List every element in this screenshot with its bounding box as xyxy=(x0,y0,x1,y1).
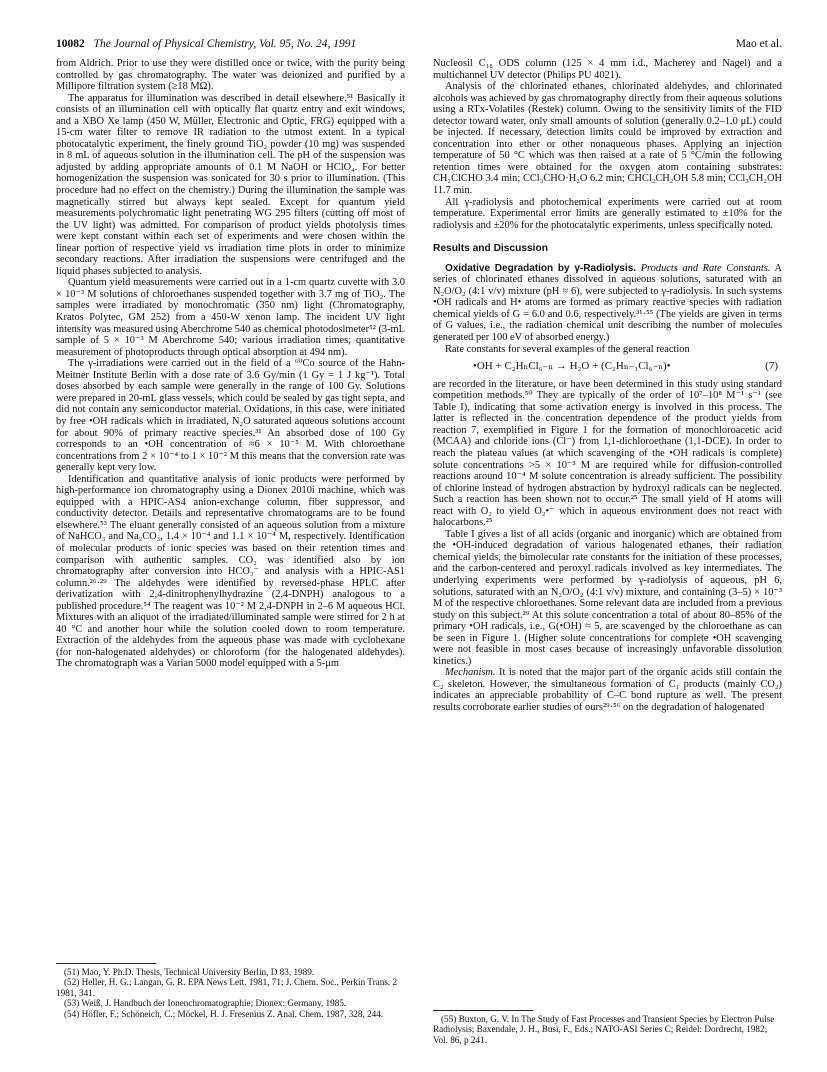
left-column xyxy=(56,58,405,670)
paragraph: The apparatus for illumination was described in detail elsewhere.⁵¹ Basically it consists of an illumination cell with optically flat quartz entry and exit windows, and a XBO Xe lamp (450 W, Müller, Electronic and Optic, FRG) equipped with a 15-cm water filter to remove IR radiation to the utmost extent. In a typical photocatalytic experiment, the finely ground TiO₂ powder (10 mg) was suspended in 8 mL of aqueous solution in the illumination cell. The pH of the suspension was adjusted by adding appropriate amounts of 0.1 M NaOH or HClO₄. For better homogenization the suspension was sonicated for 30 s prior to illumination. (This procedure had no effect on the chemistry.) During the illumination the sample was magnetically stirred but always kept sealed. Except for quantum yield measurements polychromatic light penetrating WG 295 filters (cutting off most of the UV light) was admitted. For comparison of product yields photolysis times were kept constant within each set of experiments and were chosen within the linear portion of respective yield vs irradiation time plots in order to minimize secondary reactions. After irradiation the suspensions were centrifuged and the liquid phases subjected to analysis. xyxy=(56,92,405,277)
paragraph-text: It is noted that the major part of the organic acids still contain the C₂ skeleton. However, the simultaneous formation of C₁ products (mainly CO₂) indicates an appreciable probability of C–C bond rupture as well. The present results corroborate earlier studies of ours²⁹·⁵⁶ on the degradation of halogenated xyxy=(433,667,782,713)
paragraph: Table I gives a list of all acids (organic and inorganic) which are obtained from the •OH-induced degradation of various halogenated ethanes, their radiation chemical yields, the bimolecular rate constants for the initiation of these processes, and the carbon-centered and peroxyl radicals involved as key intermediates. The underlying experiments were performed by γ-radiolysis of aqueous, pH 6, solutions, saturated with an N₂O/O₂ (4:1 v/v) mixture, and containing (3–5) × 10⁻³ M of the respective chloroethanes. Some relevant data are included from a previous study on this subject.²⁹ At this solute concentration a total of about 80–85% of the primary •OH radicals, i.e., G(•OH) ≈ 5, are scavenged by the chloroethane as can be seen in Figure 1. (Higher solute concentrations for complete •OH scavenging were not feasible in most cases because of increasingly unfavorable dissolution kinetics.) xyxy=(433,528,782,667)
footnote-rule xyxy=(56,963,156,964)
footnote: (54) Höfler, F.; Schöneich, C.; Möckel, H. J. Fresenius Z. Anal. Chem. 1987, 328, 244. xyxy=(64,1008,384,1019)
paragraph: from Aldrich. Prior to use they were distilled once or twice, with the purity being controlled by gas chromatography. The water was deionized and purified by a Millipore filtration system (≥18 MΩ). xyxy=(56,58,405,93)
footnote: (55) Buxton, G. V. In The Study of Fast Processes and Transient Species by Electron Pulse Radiolysis; Baxendale, J. H., Busi, F., Eds.; NATO-ASI Series C; Reidel: Dordrecht, 1982; Vol. 86, p 241. xyxy=(433,1014,775,1045)
paragraph: The γ-irradiations were carried out in the field of a ⁶⁰Co source of the Hahn-Meitner Institute Berlin with a dose rate of 3.6 Gy/min (1 Gy = 1 J kg⁻¹). Total doses absorbed by each sample were generally in the range of 100 Gy. Solutions were prepared in 20-mL glass vessels, which could be sealed by gas tight septa, and did not contain any semiconductor material. Oxidations, in this case, were initiated by free •OH radicals which in irradiated, N₂O saturated aqueous solutions account for about 90% of primary reactive species.³¹ An absorbed dose of 100 Gy corresponds to an •OH concentration of ≈6 × 10⁻⁵ M. With chloroethane concentrations from 2 × 10⁻⁴ to 1 × 10⁻² M this means that the conversion rate was generally kept very low. xyxy=(56,358,405,474)
paragraph: Identification and quantitative analysis of ionic products were performed by high-performance ion chromatography using a Dionex 2010i machine, which was equipped with a HPIC-AS4 anion-exchange column, fiber suppressor, and conductivity detector. Details and representative chromatograms are to be found elsewhere.⁵³ The eluant generally consisted of an aqueous solution from a mixture of NaHCO₃ and Na₂CO₃, 1.4 × 10⁻⁴ and 1.1 × 10⁻⁴ M, respectively. Identification of molecular products of ionic species was based on their retention times and comparison with authentic samples. CO₂ was identified also by ion chromatography after conversion into HCO₃⁻ and analysis with a HPIC-AS1 column.²⁶·²⁹ The aldehydes were identified by reversed-phase HPLC after derivatization with 2,4-dinitrophenylhydrazine (2,4-DNPH) analogous to a published procedure.⁵⁴ The reagent was 10⁻² M 2,4-DNPH in 2–6 M aqueous HCl. Mixtures with an aliquot of the irradiated/illuminated sample were stirred for 2 h at 40 °C and another hour while the solution cooled down to room temperature. Extraction of the aldehydes from the aqueous phase was made with cyclohexane (for non-halogenated aldehydes) or chloroform (for the halogenated aldehydes). The chromatograph was a Varian 5000 model equipped with a 5-μm xyxy=(56,473,405,670)
paragraph: All γ-radiolysis and photochemical experiments were carried out at room temperature. Experimental error limits are generally estimated to ±10% for the radiolysis and ±20% for the photocatalytic experiments, unless specifically noted. xyxy=(433,196,782,231)
paragraph: Nucleosil C₁₈ ODS column (125 × 4 mm i.d., Macherey and Nagel) and a multichannel UV detector (Philips PU 4021). xyxy=(433,58,782,81)
footnote: (53) Weiß, J. Handbuch der Ionenchromatographie; Dionex: Germany, 1985. xyxy=(64,998,347,1009)
footnote-rule xyxy=(433,1010,533,1011)
footnote: (52) Heller, H. G.; Langan, G. R. EPA News Lett. 1981, 71; J. Chem. Soc., Perkin Trans. 2 1981, 341. xyxy=(56,977,398,998)
paragraph: Rate constants for several examples of the general reaction xyxy=(445,343,690,355)
paragraph: Quantum yield measurements were carried out in a 1-cm quartz cuvette with 3.0 × 10⁻³ M solutions of chloroethanes suspended together with 3.7 mg of TiO₂. The samples were irradiated by monochromatic (350 nm) light (Chromatography, Kratos Polytec, GM 252) from a 450-W xenon lamp. The incident UV light intensity was measured using Aberchrome 540 as chemical photodosimeter⁵² (3-mL sample of 5 × 10⁻³ M Aberchrome 540; various irradiation times; quantitative measurement of photoproducts through optical absorption at 494 nm). xyxy=(56,277,405,358)
page-number: 10082 xyxy=(56,38,85,50)
section-heading: Results and Discussion xyxy=(433,243,548,255)
paragraph-text: A series of chlorinated ethanes dissolved in aqueous solutions, saturated with an N₂O/O₂ (4:1 v/v) mixture (pH ≈ 6), were subjected to γ-radiolysis. In such systems •OH radicals and H• atoms are formed as primary reactive species with radiation chemical yields of G = 6.0 and 0.6, respectively.³¹·⁵⁵ (The yields are given in terms of G values, i.e., the radiation chemical unit describing the number of molecules generated per 100 eV of absorbed energy.) xyxy=(433,262,782,344)
subsection-paragraph xyxy=(433,263,782,344)
paragraph: Analysis of the chlorinated ethanes, chlorinated aldehydes, and chlorinated alcohols was achieved by gas chromatography directly from their aqueous solutions using a RTx-Volatiles (Restek) column. Owing to the sensitivity limits of the FID detector toward water, only small amounts of solution (generally 0.2–1.0 μL) could be injected. If necessary, detection limits could be improved by extraction and concentration into ether or other nonaqueous phases. Applying an injection temperature of 50 °C which was then raised at a rate of 5 °C/min the following retention times were obtained for the oxygen atom containing substrates: CH₂ClCHO 3.4 min; CCl₃CHO·H₂O 6.2 min; CHCl₂CH₂OH 5.8 min; CCl₃CH₂OH 11.7 min. xyxy=(433,81,782,197)
left-footnotes xyxy=(56,963,405,1019)
subsection-heading: Oxidative Degradation by γ-Radiolysis. xyxy=(445,262,637,274)
journal-citation: The Journal of Physical Chemistry, Vol. 95, No. 24, 1991 xyxy=(93,38,357,50)
mechanism-paragraph xyxy=(433,667,782,713)
running-header xyxy=(56,38,782,54)
equation-body: •OH + C₂HₙCl₆₋ₙ → H₂O + (C₂Hₙ₋₁Cl₆₋ₙ)• xyxy=(473,360,671,373)
equation xyxy=(433,361,782,373)
equation-number: (7) xyxy=(765,360,778,373)
running-authors: Mao et al. xyxy=(735,38,782,50)
right-footnotes xyxy=(433,1010,782,1045)
subsection-subtitle: Products and Rate Constants. xyxy=(640,262,771,274)
mechanism-label: Mechanism. xyxy=(445,667,496,679)
right-column xyxy=(433,58,782,714)
paragraph: are recorded in the literature, or have been determined in this study using standard competition methods.⁵⁰ They are typically of the order of 10⁷–10⁸ M⁻¹ s⁻¹ (see Table I), indicating that some activation energy is involved in this process. The latter is reflected in the concentration dependence of the product yields from reaction 7, exemplified in Figure 1 for the formation of monochloroacetic acid (MCAA) and chloride ions (Cl⁻) from 1,1-dichloroethane (1,1-DCE). In order to reach the plateau values (at which scavenging of the •OH radicals is complete) solute concentrations >5 × 10⁻³ M are required while for diffusion-controlled reactions around 10⁻⁴ M solute concentration is already sufficient. The possibility of chlorine instead of hydrogen abstraction by hydroxyl radicals can be neglected. Such a reaction has been shown not to occur.²⁵ The small yield of H atoms will react with O₂ to yield O₂•⁻ which in aqueous environment does not react with halocarbons.²⁵ xyxy=(433,378,782,529)
footnote: (51) Mao, Y. Ph.D. Thesis, Technical University Berlin, D 83, 1989. xyxy=(64,967,315,977)
